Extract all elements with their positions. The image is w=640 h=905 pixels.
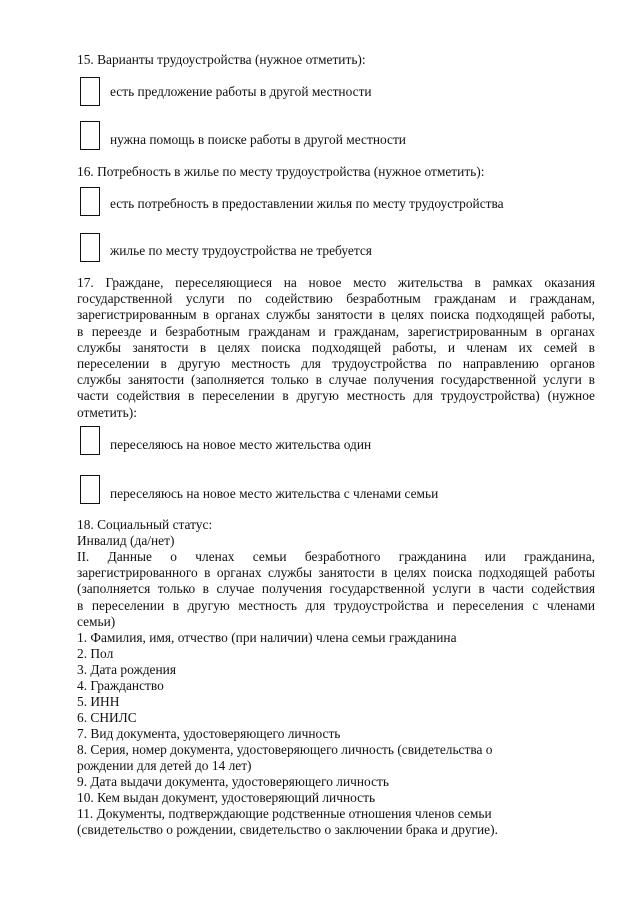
checkbox-need-help-job-search[interactable]	[80, 121, 100, 150]
section-17-paragraph	[77, 275, 595, 421]
checkbox-job-offer-other-location[interactable]	[80, 77, 100, 106]
paragraph-line: государственной услуги по содействию безработным гражданам и гражданам,	[77, 291, 595, 307]
paragraph-line: 17. Граждане, переселяющиеся на новое место жительства в рамках оказания	[77, 275, 595, 290]
paragraph-line: в переселении в другую местность для трудоустройства и переселения с членами	[77, 597, 595, 613]
list-item: 11. Документы, подтверждающие родственные отношения членов семьи	[77, 806, 492, 821]
paragraph-line: службы занятости в целях поиска подходящей работы, и членам их семей в	[77, 339, 595, 355]
checkbox-relocating-alone[interactable]	[80, 426, 100, 455]
paragraph-line: (заполняется только в случае получения государственной услуги в части содействия	[77, 581, 595, 597]
option-job-offer-other-location: есть предложение работы в другой местности	[110, 84, 372, 99]
paragraph-line: зарегистрированным в органах службы занятости в целях поиска подходящей работы,	[77, 307, 595, 323]
paragraph-line: семьи)	[77, 613, 116, 629]
checkbox-need-housing[interactable]	[80, 187, 100, 216]
checkbox-relocating-with-family[interactable]	[80, 475, 100, 504]
list-item: 6. СНИЛС	[77, 710, 137, 725]
paragraph-line: в переезде и безработным гражданам и гражданам, зарегистрированным в органах	[77, 323, 595, 339]
list-item: 8. Серия, номер документа, удостоверяющего личность (свидетельства о	[77, 742, 493, 757]
list-item: 2. Пол	[77, 646, 114, 661]
option-need-housing: есть потребность в предоставлении жилья по месту трудоустройства	[110, 196, 504, 211]
list-item: 1. Фамилия, имя, отчество (при наличии) члена семьи гражданина	[77, 630, 457, 645]
list-item: рождении для детей до 14 лет)	[77, 758, 252, 773]
paragraph-line: отметить):	[77, 404, 137, 420]
section-16-title: 16. Потребность в жилье по месту трудоустройства (нужное отметить):	[77, 164, 485, 179]
section-15-title: 15. Варианты трудоустройства (нужное отметить):	[77, 52, 366, 67]
option-relocating-alone: переселяюсь на новое место жительства один	[110, 437, 372, 452]
paragraph-line: части содействия в переселении в другую местность для трудоустройства) (нужное	[77, 388, 595, 404]
option-housing-not-required: жилье по месту трудоустройства не требуется	[110, 243, 372, 258]
list-item: 5. ИНН	[77, 694, 120, 709]
section-ii-paragraph	[77, 549, 595, 630]
list-item: (свидетельство о рождении, свидетельство о заключении брака и другие).	[77, 822, 498, 837]
option-need-help-job-search: нужна помощь в поиске работы в другой местности	[110, 132, 406, 147]
list-item: 9. Дата выдачи документа, удостоверяющего личность	[77, 774, 389, 789]
list-item: 3. Дата рождения	[77, 662, 176, 677]
disability-status-line: Инвалид (да/нет)	[77, 533, 175, 548]
paragraph-line: переселении в другую местность для трудоустройства по направлению органов	[77, 356, 595, 372]
list-item: 4. Гражданство	[77, 678, 164, 693]
paragraph-line: II. Данные о членах семьи безработного гражданина или гражданина,	[77, 549, 595, 564]
option-relocating-with-family: переселяюсь на новое место жительства с членами семьи	[110, 486, 439, 501]
checkbox-housing-not-required[interactable]	[80, 233, 100, 262]
paragraph-line: зарегистрированного в органах службы занятости в целях поиска подходящей работы	[77, 565, 595, 581]
paragraph-line: службы занятости (заполняется только в случае получения государственной услуги в	[77, 372, 595, 388]
list-item: 10. Кем выдан документ, удостоверяющий личность	[77, 790, 376, 805]
section-18-title: 18. Социальный статус:	[77, 517, 213, 532]
list-item: 7. Вид документа, удостоверяющего личность	[77, 726, 341, 741]
